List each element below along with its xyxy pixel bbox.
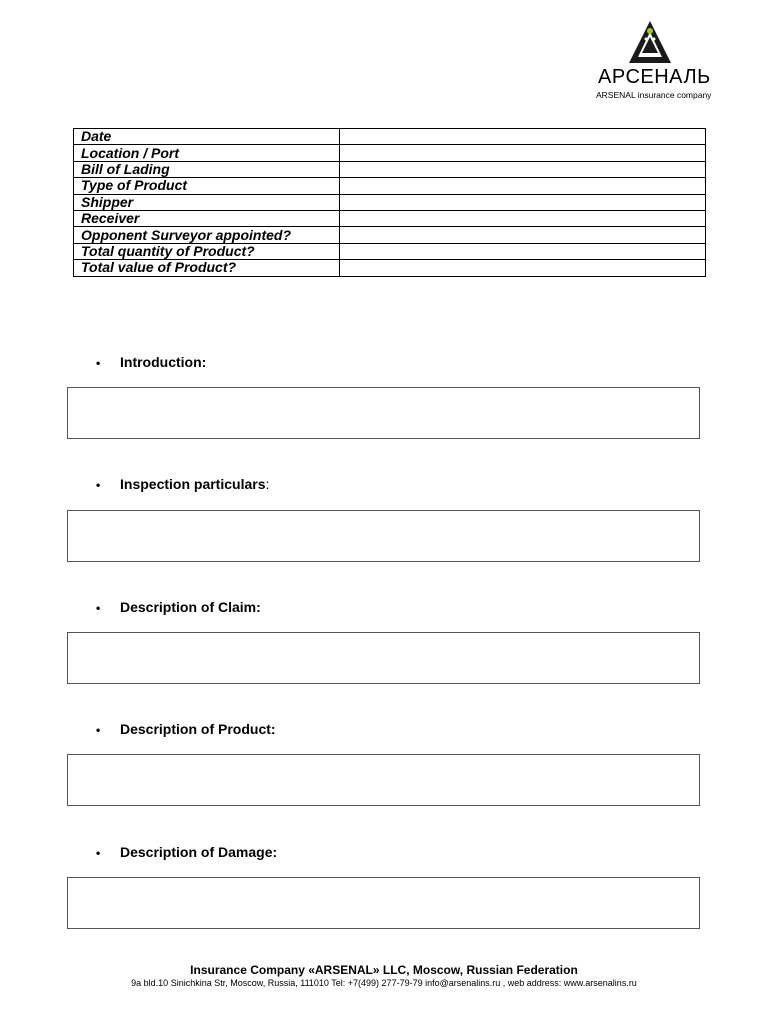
logo-subtitle: ARSENAL insurance company (596, 90, 712, 100)
section-heading-inspection: • Inspection particulars: (96, 476, 270, 492)
shipper-field[interactable] (340, 194, 706, 210)
logo-name: АРСЕНАЛЬ (598, 66, 711, 88)
receiver-field[interactable] (340, 210, 706, 226)
bullet-icon: • (96, 356, 101, 370)
description-of-damage-text-box[interactable] (67, 877, 700, 929)
section-title: Description of Product: (120, 721, 276, 737)
table-row (74, 260, 706, 276)
company-logo (590, 20, 720, 102)
table-row (74, 194, 706, 210)
row-label-date: Date (74, 129, 340, 145)
table-row (74, 129, 706, 145)
footer-company: Insurance Company «ARSENAL» LLC, Moscow, Russian Federation (190, 963, 578, 977)
table-row (74, 178, 706, 194)
bullet-icon: • (96, 601, 101, 615)
type-of-product-field[interactable] (340, 178, 706, 194)
location-port-field[interactable] (340, 145, 706, 161)
section-heading-product (96, 721, 276, 737)
opponent-surveyor-field[interactable] (340, 227, 706, 243)
row-label-shipper: Shipper (74, 194, 340, 210)
table-row (74, 227, 706, 243)
bullet-icon: • (96, 846, 101, 860)
date-field[interactable] (340, 129, 706, 145)
bullet-icon: • (96, 478, 101, 492)
bill-of-lading-field[interactable] (340, 161, 706, 177)
bullet-icon: • (96, 723, 101, 737)
total-value-field[interactable] (340, 260, 706, 276)
row-label-bill-of-lading: Bill of Lading (74, 161, 340, 177)
footer-address: 9a bld.10 Sinichkina Str, Moscow, Russia, 111010 Tel: +7(499) 277-79-79 info@arsenalins.ru , web address: www.arsenalins.ru (131, 978, 637, 988)
section-title: Description of Damage: (120, 844, 278, 860)
inspection-particulars-text-box[interactable] (67, 510, 700, 562)
table-row (74, 145, 706, 161)
section-title: Inspection particulars (120, 476, 266, 492)
row-label-type-of-product: Type of Product (74, 178, 340, 194)
description-of-claim-text-box[interactable] (67, 632, 700, 684)
section-heading-introduction (96, 354, 206, 370)
section-title: Description of Claim: (120, 599, 261, 615)
triangle-logo-icon (628, 20, 672, 64)
table-row (74, 161, 706, 177)
row-label-total-quantity: Total quantity of Product? (74, 243, 340, 259)
section-title: Introduction: (120, 354, 207, 370)
table-row (74, 210, 706, 226)
introduction-text-box[interactable] (67, 387, 700, 439)
total-quantity-field[interactable] (340, 243, 706, 259)
section-heading-damage (96, 844, 277, 860)
section-heading-claim (96, 599, 261, 615)
row-label-receiver: Receiver (74, 210, 340, 226)
row-label-total-value: Total value of Product? (74, 260, 340, 276)
row-label-location: Location / Port (74, 145, 340, 161)
description-of-product-text-box[interactable] (67, 754, 700, 806)
table-row (74, 243, 706, 259)
claim-info-table (73, 128, 706, 277)
row-label-opponent-surveyor: Opponent Surveyor appointed? (74, 227, 340, 243)
